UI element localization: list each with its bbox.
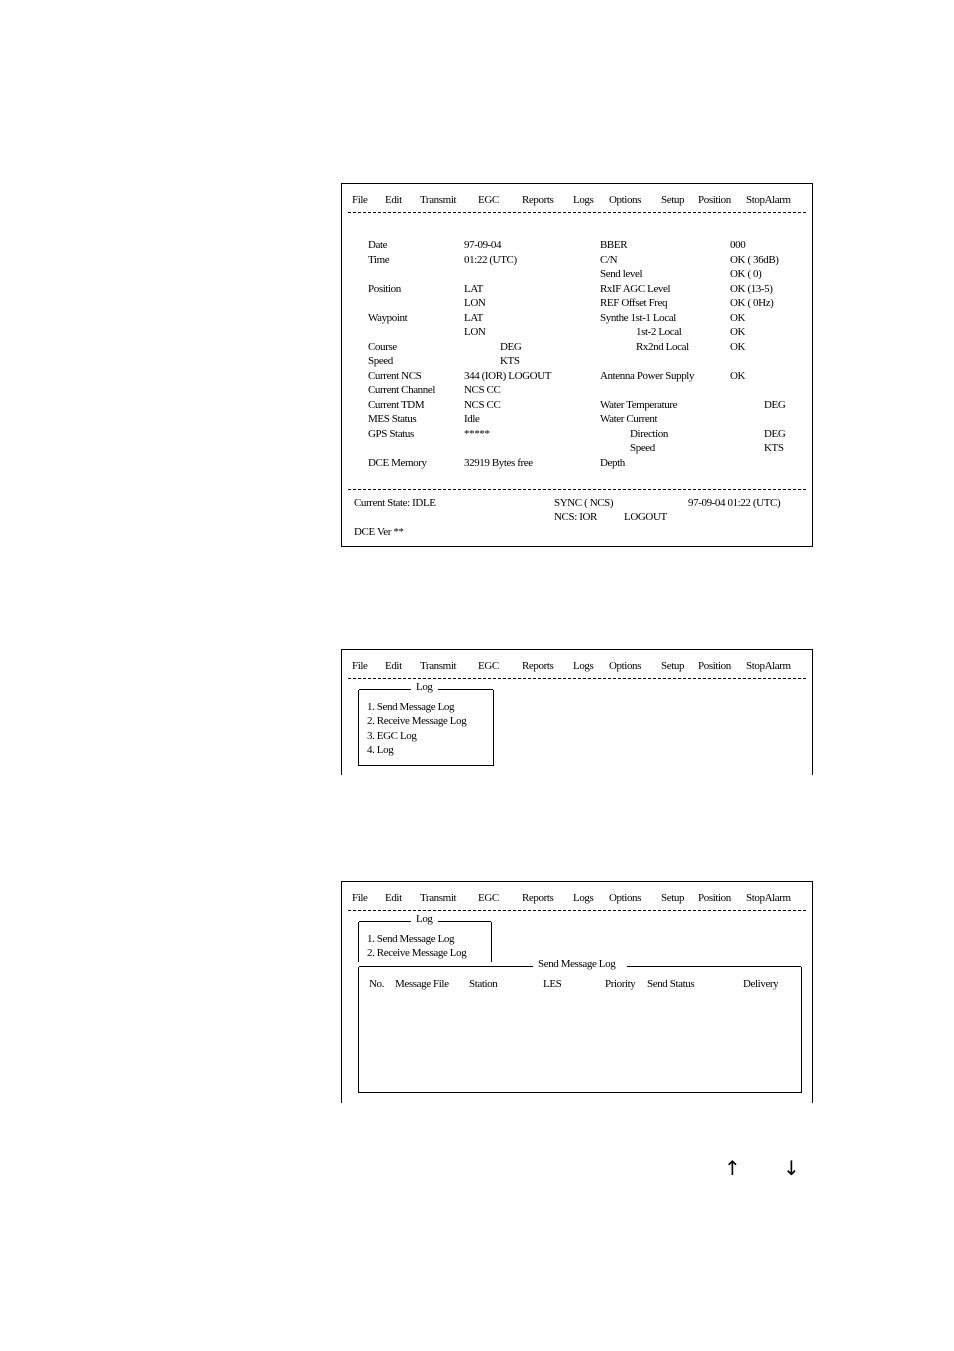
menu-logs[interactable]: Logs — [573, 892, 594, 904]
menu-stopalarm[interactable]: StopAlarm — [746, 194, 791, 206]
menu-setup[interactable]: Setup — [661, 892, 685, 904]
right-label: Speed — [630, 442, 655, 454]
right-value: OK — [730, 326, 746, 338]
right-value: KTS — [764, 442, 784, 454]
window-top-border — [438, 689, 493, 690]
window-top-border — [359, 689, 411, 690]
log-menu-window — [358, 681, 494, 766]
left-label: Position — [368, 283, 401, 295]
left-value: 32919 Bytes free — [464, 457, 533, 469]
right-label: BBER — [600, 239, 628, 251]
window-top-border — [359, 921, 411, 922]
menu-stopalarm[interactable]: StopAlarm — [746, 892, 791, 904]
left-label: Current TDM — [368, 399, 425, 411]
left-label: Waypoint — [368, 312, 408, 324]
status-screen — [341, 183, 813, 547]
right-label: Water Current — [600, 413, 658, 425]
left-label: Date — [368, 239, 388, 251]
left-value: 97-09-04 — [464, 239, 502, 251]
right-label: Antenna Power Supply — [600, 370, 695, 382]
left-label: MES Status — [368, 413, 417, 425]
menu-edit[interactable]: Edit — [385, 892, 402, 904]
menu-position[interactable]: Position — [698, 892, 731, 904]
log-menu-title: Log — [413, 914, 436, 925]
left-label: Time — [368, 254, 390, 266]
ncs-region: NCS: IOR — [554, 511, 597, 523]
right-value: OK (13-5) — [730, 283, 773, 295]
window-top-border — [627, 966, 801, 967]
right-value: OK — [730, 312, 746, 324]
menu-item-log[interactable]: 4. Log — [367, 744, 394, 756]
arrow-down-icon: ↓ — [783, 1156, 800, 1180]
right-label: REF Offset Freq — [600, 297, 668, 309]
menu-item-receive-message-log[interactable]: 2. Receive Message Log — [367, 715, 467, 727]
right-label: Send level — [600, 268, 643, 280]
left-value: KTS — [500, 355, 520, 367]
log-menu-title: Log — [413, 682, 436, 693]
column-header-no: No. — [369, 978, 384, 990]
menu-bar — [352, 194, 812, 208]
send-message-log-window — [358, 958, 802, 1093]
menu-bar — [352, 660, 812, 674]
right-label: Synthe 1st-1 Local — [600, 312, 676, 324]
menu-options[interactable]: Options — [609, 892, 642, 904]
log-menu-screen — [341, 649, 813, 775]
menu-edit[interactable]: Edit — [385, 660, 402, 672]
menu-transmit[interactable]: Transmit — [420, 892, 457, 904]
footer-datetime: 97-09-04 01:22 (UTC) — [688, 497, 781, 509]
right-value: DEG — [764, 428, 786, 440]
right-value: OK — [730, 370, 746, 382]
right-value: OK — [730, 341, 746, 353]
right-label: RxIF AGC Level — [600, 283, 671, 295]
menu-stopalarm[interactable]: StopAlarm — [746, 660, 791, 672]
window-top-border — [438, 921, 491, 922]
current-state: Current State: IDLE — [354, 497, 436, 509]
sync-status: SYNC ( NCS) — [554, 497, 614, 509]
right-value: 000 — [730, 239, 746, 251]
left-value: 01:22 (UTC) — [464, 254, 517, 266]
menu-setup[interactable]: Setup — [661, 194, 685, 206]
left-value: Idle — [464, 413, 480, 425]
right-label: C/N — [600, 254, 618, 266]
menu-options[interactable]: Options — [609, 194, 642, 206]
menu-transmit[interactable]: Transmit — [420, 660, 457, 672]
menu-divider — [348, 212, 806, 213]
menu-transmit[interactable]: Transmit — [420, 194, 457, 206]
menu-item-send-message-log[interactable]: 1. Send Message Log — [367, 933, 455, 945]
dce-version: DCE Ver ** — [354, 526, 404, 538]
menu-item-send-message-log[interactable]: 1. Send Message Log — [367, 701, 455, 713]
column-header-send-status: Send Status — [647, 978, 695, 990]
column-header-delivery: Delivery — [743, 978, 779, 990]
footer-divider — [348, 489, 806, 490]
menu-egc[interactable]: EGC — [478, 892, 499, 904]
menu-divider — [348, 678, 806, 679]
menu-egc[interactable]: EGC — [478, 660, 499, 672]
menu-logs[interactable]: Logs — [573, 194, 594, 206]
menu-egc[interactable]: EGC — [478, 194, 499, 206]
left-value: DEG — [500, 341, 522, 353]
menu-logs[interactable]: Logs — [573, 660, 594, 672]
left-label: DCE Memory — [368, 457, 427, 469]
left-label: GPS Status — [368, 428, 414, 440]
menu-item-receive-message-log[interactable]: 2. Receive Message Log — [367, 947, 467, 959]
left-value: LON — [464, 326, 486, 338]
menu-reports[interactable]: Reports — [522, 194, 554, 206]
window-top-border — [359, 966, 533, 967]
menu-edit[interactable]: Edit — [385, 194, 402, 206]
menu-item-egc-log[interactable]: 3. EGC Log — [367, 730, 417, 742]
logout-status: LOGOUT — [624, 511, 667, 523]
right-value: OK ( 0) — [730, 268, 762, 280]
left-label: Speed — [368, 355, 393, 367]
menu-file[interactable]: File — [352, 660, 368, 672]
menu-file[interactable]: File — [352, 194, 368, 206]
left-label: Course — [368, 341, 397, 353]
right-value: OK ( 0Hz) — [730, 297, 774, 309]
menu-options[interactable]: Options — [609, 660, 642, 672]
right-label: Rx2nd Local — [636, 341, 689, 353]
log-menu-window — [358, 913, 492, 962]
menu-reports[interactable]: Reports — [522, 892, 554, 904]
menu-position[interactable]: Position — [698, 660, 731, 672]
left-value: LAT — [464, 312, 483, 324]
left-label: Current NCS — [368, 370, 422, 382]
left-value: LON — [464, 297, 486, 309]
column-header-station: Station — [469, 978, 498, 990]
column-header-priority: Priority — [605, 978, 636, 990]
menu-reports[interactable]: Reports — [522, 660, 554, 672]
left-value: 344 (IOR) LOGOUT — [464, 370, 552, 382]
right-label: 1st-2 Local — [636, 326, 682, 338]
column-header-les: LES — [543, 978, 562, 990]
column-header-message-file: Message File — [395, 978, 449, 990]
menu-file[interactable]: File — [352, 892, 368, 904]
send-log-title: Send Message Log — [535, 959, 618, 970]
right-value: OK ( 36dB) — [730, 254, 779, 266]
left-value: LAT — [464, 283, 483, 295]
right-value: DEG — [764, 399, 786, 411]
menu-position[interactable]: Position — [698, 194, 731, 206]
left-label: Current Channel — [368, 384, 436, 396]
right-label: Direction — [630, 428, 668, 440]
left-value: NCS CC — [464, 399, 501, 411]
right-label: Depth — [600, 457, 625, 469]
arrow-up-icon: ↑ — [724, 1156, 741, 1180]
menu-divider — [348, 910, 806, 911]
menu-setup[interactable]: Setup — [661, 660, 685, 672]
left-value: ***** — [464, 428, 490, 440]
right-label: Water Temperature — [600, 399, 678, 411]
menu-bar — [352, 892, 812, 906]
left-value: NCS CC — [464, 384, 501, 396]
send-log-screen — [341, 881, 813, 1103]
